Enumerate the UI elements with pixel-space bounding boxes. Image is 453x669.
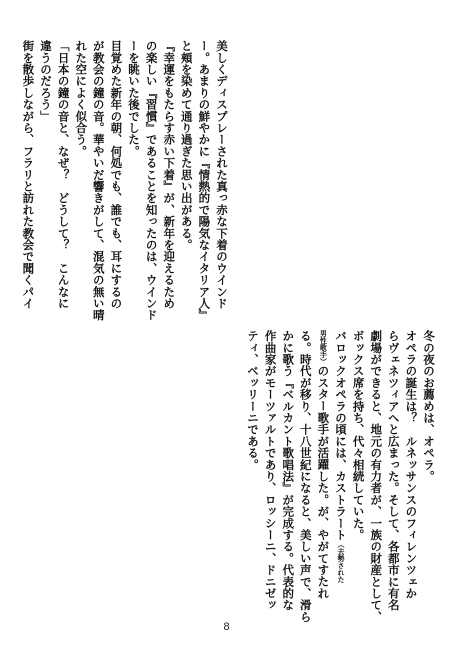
- text-line: ティ、ベッリーニである。: [246, 330, 260, 471]
- text-line: ーを眺いた後でした。: [127, 40, 141, 157]
- text-line: [314, 330, 331, 599]
- text-line: る。時代が移り、十八世紀になると、美しい声で、滑ら: [298, 330, 313, 623]
- text-line: 『幸運をもたらす赤い下着』が、新年を迎えるため: [162, 40, 177, 310]
- annotation-text: （去勢された: [337, 540, 345, 583]
- text-segment: のスター歌手が活躍した。が、やがてすたれ: [316, 365, 331, 599]
- annotation-close: ）: [319, 358, 328, 365]
- page-number: 8: [223, 621, 230, 633]
- text-line: 美しくディスプレーされた真っ赤な下着のウインド: [215, 40, 229, 310]
- text-line: 街を散歩しながら、フラリと訪れた教会で聞くパイ: [21, 40, 36, 310]
- text-line: オペラの誕生は？ ルネッサンスのフィレンツェか: [404, 330, 419, 600]
- text-line: 違うのだろう」: [39, 40, 53, 122]
- text-line: 作曲家がモーツァルトであり、ロッシーニ、ドニゼッ: [263, 330, 278, 611]
- text-line: ボックス席を持ち、代々相続していた。: [351, 330, 366, 541]
- text-line: 劇場ができると、地元の有力者が、一族の財産として、: [369, 330, 384, 623]
- text-line: らヴェネツィアへと広まった。そして、各都市に有名: [386, 330, 401, 611]
- text-line: と頬を染めて通り過ぎた思い出がある。: [179, 40, 194, 251]
- text-line: かに歌う『ベルカント歌唱法』が完成する。代表的な: [281, 330, 296, 611]
- text-line: ー。あまりの鮮やかに『情熱的で陽気なイタリア人』: [197, 40, 212, 321]
- annotation-text: 男性歌手: [319, 330, 328, 358]
- text-line: が教会の鐘の音。華やいだ響きがして、混気の無い晴: [91, 40, 106, 321]
- text-line: [332, 330, 346, 583]
- text-line: 「日本の鐘の音と、なぜ？ どうして？ こんなに: [56, 40, 71, 310]
- text-line: の楽しい『習慣』であることを知ったのは、ウインド: [144, 40, 159, 321]
- text-line: 冬の夜のお薦めは、オペラ。: [422, 330, 436, 483]
- text-segment: バロックオペラの頃には、カストラート: [334, 330, 348, 541]
- text-line: 目覚めた新年の朝、何処でも、誰でも、耳にするの: [109, 40, 124, 310]
- text-line: れた空によく似合う。: [74, 40, 89, 157]
